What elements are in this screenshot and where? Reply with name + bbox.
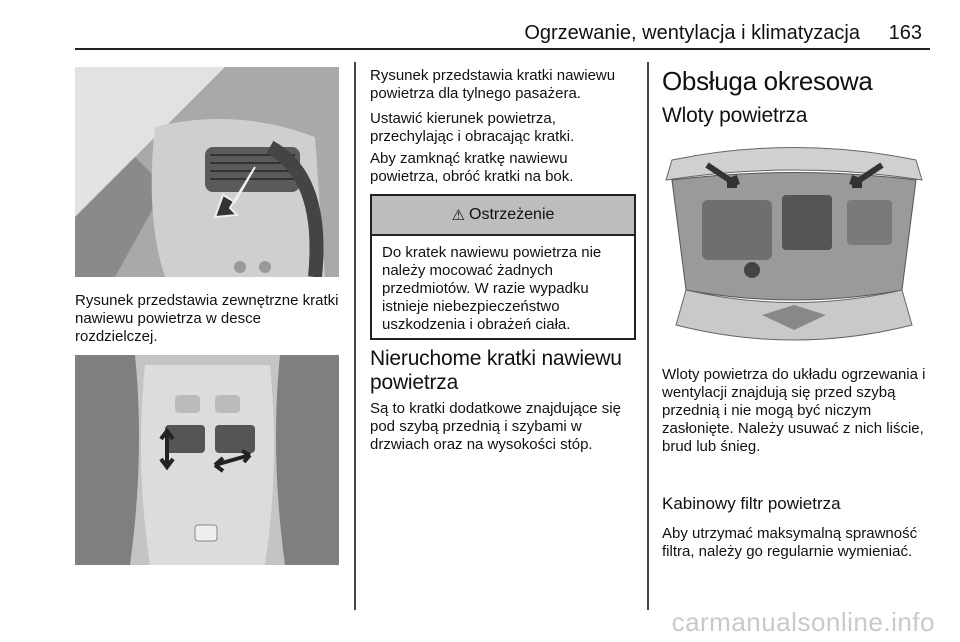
- warning-box: [370, 194, 636, 340]
- page-header-title: Ogrzewanie, wentylacja i klimatyzacja: [524, 22, 860, 44]
- middle-paragraph-4: Są to kratki dodatkowe znajdujące się pod szybą przednią i szybami w drzwiach oraz na wysokości stóp.: [370, 400, 621, 453]
- right-paragraph-2: Aby utrzymać maksymalną sprawność filtra, należy go regularnie wymieniać.: [662, 525, 918, 560]
- column-divider-right: [647, 62, 649, 610]
- column-divider-left: [354, 62, 356, 610]
- warning-header: [372, 196, 634, 236]
- figure-dashboard-vent: [75, 67, 339, 277]
- warning-text: Do kratek nawiewu powietrza nie należy mocować żadnych przedmiotów. W razie wypadku istnieje niebezpieczeństwo uszkodzenia i obrażeń ciała.: [382, 244, 602, 333]
- middle-paragraph-1: Rysunek przedstawia kratki nawiewu powietrza dla tylnego pasażera.: [370, 67, 616, 102]
- middle-paragraph-3: Aby zamknąć kratkę nawiewu powietrza, obróć kratki na bok.: [370, 150, 574, 185]
- watermark: carmanualsonline.info: [671, 607, 935, 637]
- figure1-caption: Rysunek przedstawia zewnętrzne kratki nawiewu powietrza w desce rozdzielczej.: [75, 292, 339, 345]
- section-heading-fixed-vents: Nieruchome kratki nawiewu powietrza: [370, 347, 622, 394]
- section-heading-maintenance: Obsługa okresowa: [662, 66, 873, 96]
- middle-paragraph-2: Ustawić kierunek powietrza, przechylając i obracając kratki.: [370, 110, 575, 145]
- header-rule: [75, 48, 930, 50]
- warning-title: Ostrzeżenie: [469, 206, 555, 223]
- subheading-cabin-filter: Kabinowy filtr powietrza: [662, 494, 841, 513]
- figure-rear-vents: [75, 355, 339, 565]
- warning-triangle-icon: ⚠: [451, 207, 466, 224]
- right-paragraph-1: Wloty powietrza do układu ogrzewania i wentylacji znajdują się przed szybą przednią i nie mogą być niczym zasłonięte. Należy usuwać z nich liście, brud lub śnieg.: [662, 366, 926, 455]
- figure-engine-bay: [662, 140, 926, 350]
- page-number: 163: [888, 22, 922, 44]
- subsection-heading-air-intakes: Wloty powietrza: [662, 104, 808, 127]
